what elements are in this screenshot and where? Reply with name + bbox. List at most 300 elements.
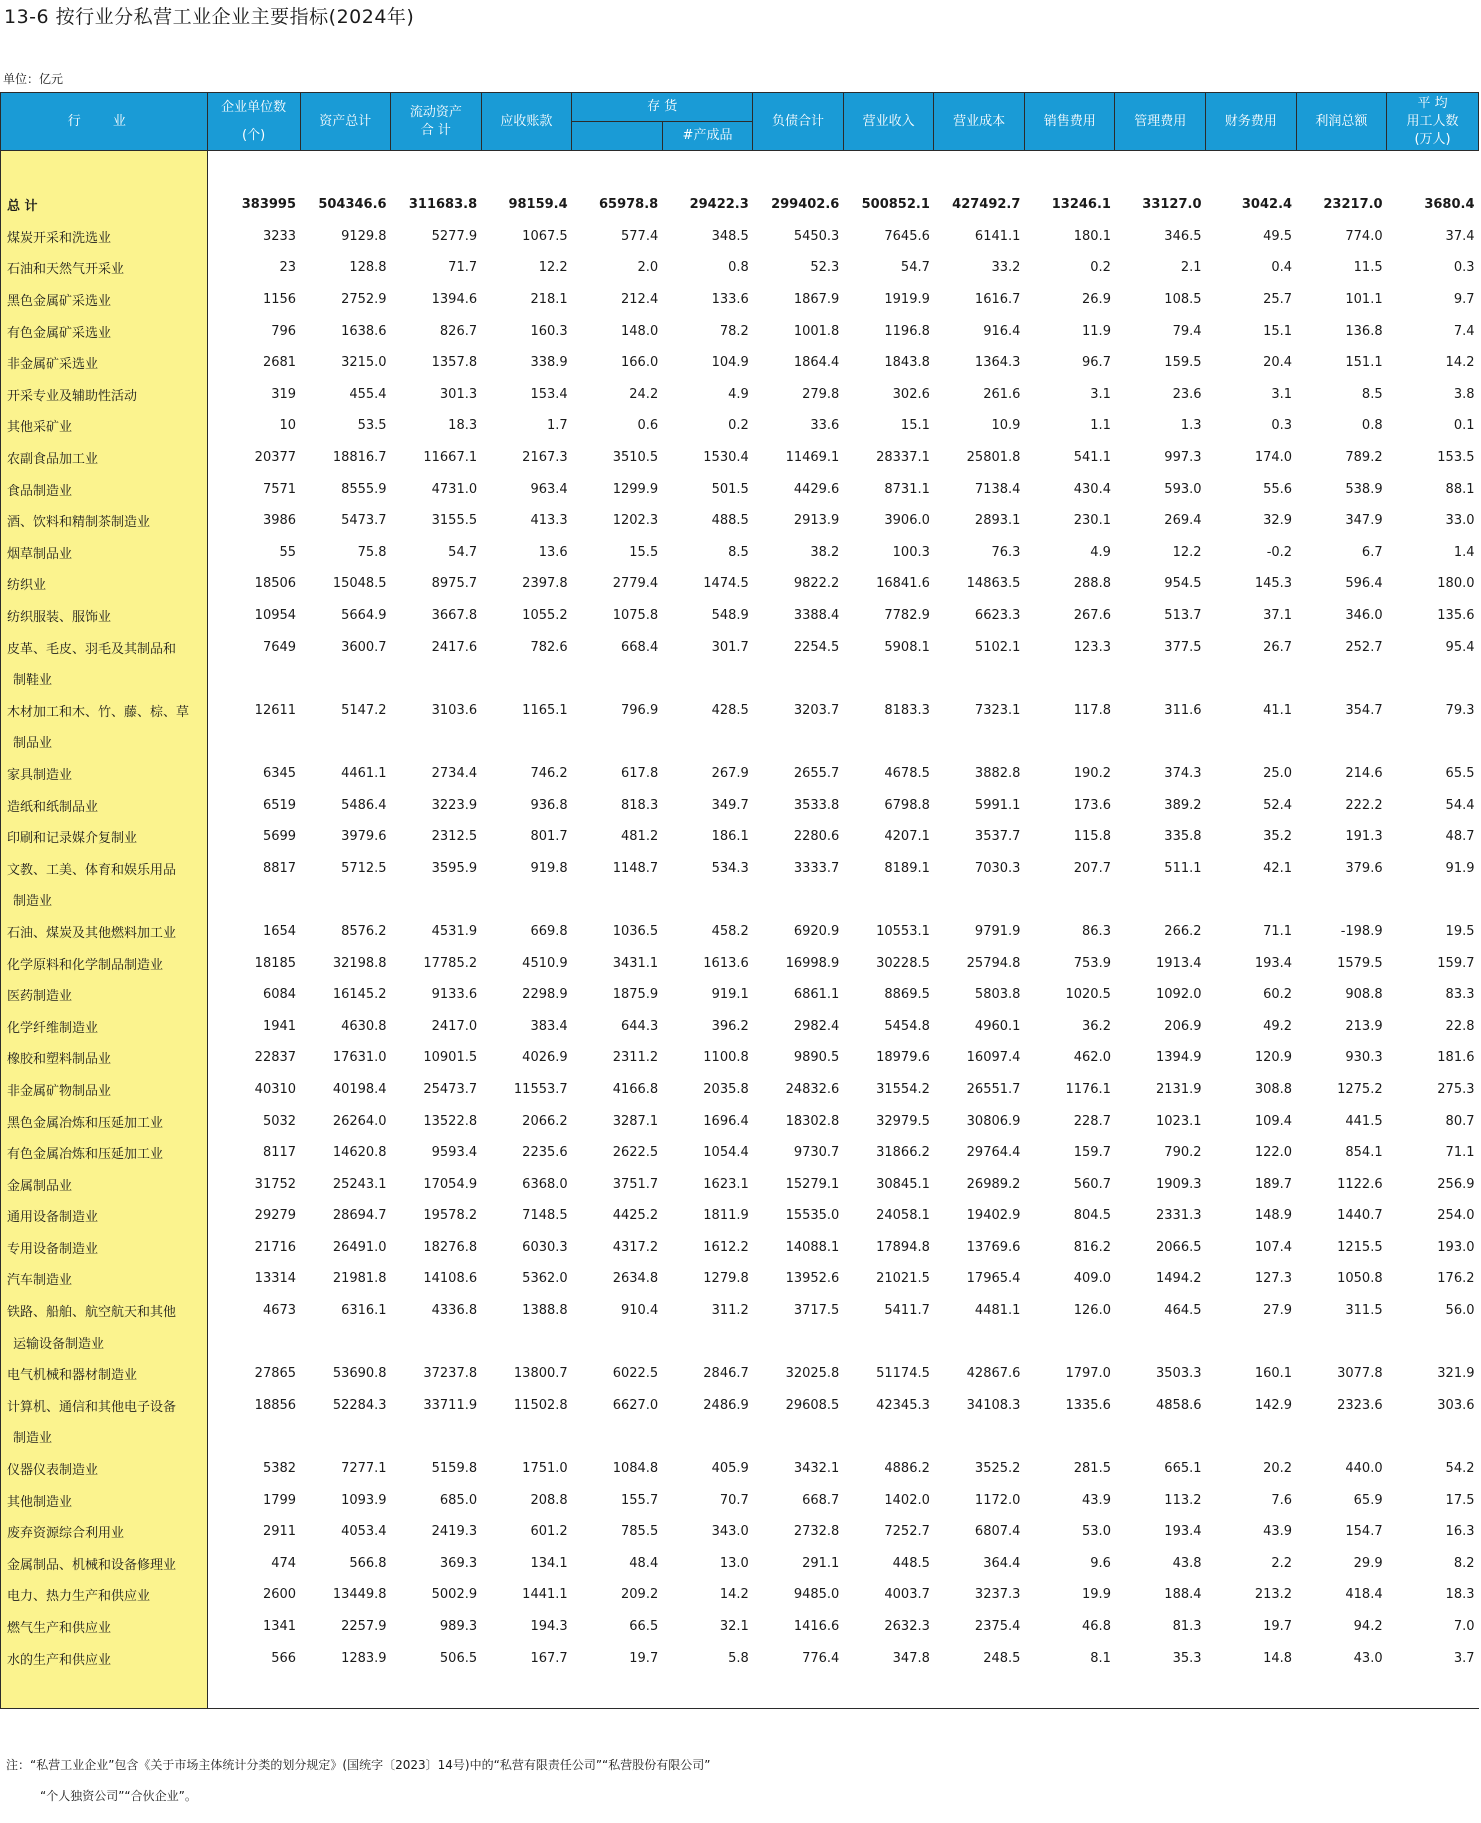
value-cell: 8869.5 <box>884 987 930 1003</box>
value-cell: 3680.4 <box>1424 197 1475 213</box>
value-cell: 76.3 <box>991 544 1021 560</box>
industry-name: 医药制造业 <box>1 979 208 1011</box>
value-cell: 248.5 <box>983 1650 1021 1666</box>
industry-name: 有色金属矿采选业 <box>1 315 208 347</box>
value-cell: 8555.9 <box>341 481 387 497</box>
table-row <box>1 1484 1479 1516</box>
value-cell: 9.6 <box>1090 1555 1111 1571</box>
value-cell: 746.2 <box>530 765 568 781</box>
value-cell: 954.5 <box>1164 576 1202 592</box>
value-cell: 311.5 <box>1345 1303 1383 1319</box>
table-row <box>1 600 1479 632</box>
value-cell: 5664.9 <box>341 608 387 624</box>
value-cell: 5277.9 <box>431 228 478 244</box>
value-cell: 3751.7 <box>612 1176 659 1192</box>
industry-name: 非金属矿物制品业 <box>1 1074 208 1106</box>
value-cell: 20377 <box>254 450 297 466</box>
value-cell: 1440.7 <box>1337 1208 1383 1224</box>
value-cell: 1283.9 <box>341 1650 387 1666</box>
value-cell: 1001.8 <box>793 323 840 339</box>
industry-name-continuation: 运输设备制造业 <box>1 1326 208 1358</box>
value-cell: 191.3 <box>1345 829 1383 845</box>
table-row <box>1 1453 1479 1485</box>
value-cell: 513.7 <box>1164 608 1202 624</box>
value-cell: 1156 <box>262 292 297 308</box>
value-cell: 42867.6 <box>966 1366 1021 1382</box>
table-row <box>1 1137 1479 1169</box>
value-cell: 1279.8 <box>703 1271 749 1287</box>
industry-name: 皮革、毛皮、羽毛及其制品和 <box>1 631 208 663</box>
value-cell: 3237.3 <box>974 1587 1021 1603</box>
value-cell: 782.6 <box>530 639 568 655</box>
value-cell: 13.0 <box>719 1555 749 1571</box>
value-cell: 1394.6 <box>431 292 478 308</box>
value-cell: 2732.8 <box>793 1524 840 1540</box>
value-cell: 1616.7 <box>974 292 1021 308</box>
value-cell: 7782.9 <box>884 608 930 624</box>
table-row <box>1 410 1479 442</box>
value-cell: 13314 <box>254 1271 297 1287</box>
value-cell: 96.7 <box>1082 355 1111 371</box>
value-cell: 43.9 <box>1263 1524 1293 1540</box>
value-cell: 32025.8 <box>785 1366 840 1382</box>
table-row <box>1 1263 1479 1295</box>
value-cell: 3233 <box>262 228 297 244</box>
header-inventory-blank <box>572 122 663 151</box>
value-cell: 30806.9 <box>966 1113 1021 1129</box>
value-cell: 1084.8 <box>612 1461 659 1477</box>
value-cell: 816.2 <box>1073 1239 1111 1255</box>
value-cell: 13246.1 <box>1051 197 1111 213</box>
value-cell: 52284.3 <box>332 1397 387 1413</box>
value-cell: 32.1 <box>719 1619 749 1635</box>
table-row <box>1 758 1479 790</box>
value-cell: 2280.6 <box>793 829 840 845</box>
table-row <box>1 442 1479 474</box>
value-cell: 13449.8 <box>332 1587 387 1603</box>
value-cell: 5032 <box>262 1113 297 1129</box>
table-row-continuation <box>1 726 1479 758</box>
value-cell: 501.5 <box>711 481 749 497</box>
value-cell: 134.1 <box>530 1555 568 1571</box>
value-cell: 6141.1 <box>974 228 1021 244</box>
value-cell: 18276.8 <box>423 1239 478 1255</box>
value-cell: 3667.8 <box>431 608 478 624</box>
value-cell: 71.1 <box>1445 1145 1475 1161</box>
value-cell: 213.2 <box>1254 1587 1293 1603</box>
value-cell: 8731.1 <box>884 481 930 497</box>
value-cell: 2634.8 <box>612 1271 659 1287</box>
value-cell: 3600.7 <box>341 639 387 655</box>
spacer-row <box>1 151 1479 190</box>
value-cell: 25473.7 <box>423 1081 478 1097</box>
value-cell: 80.7 <box>1445 1113 1475 1129</box>
value-cell: 42.1 <box>1263 860 1293 876</box>
value-cell: 997.3 <box>1164 450 1202 466</box>
value-cell: 208.8 <box>530 1492 568 1508</box>
industry-name: 铁路、船舶、航空航天和其他 <box>1 1295 208 1327</box>
value-cell: 665.1 <box>1164 1461 1202 1477</box>
value-cell: 989.3 <box>439 1619 478 1635</box>
value-cell: 117.8 <box>1073 702 1111 718</box>
industry-name: 电力、热力生产和供应业 <box>1 1579 208 1611</box>
value-cell: 65978.8 <box>599 197 659 213</box>
value-cell: 7323.1 <box>974 702 1021 718</box>
table-row <box>1 1042 1479 1074</box>
value-cell: 668.7 <box>802 1492 840 1508</box>
header-receivables: 应收账款 <box>481 93 572 151</box>
value-cell: 644.3 <box>621 1018 659 1034</box>
value-cell: 308.8 <box>1254 1081 1293 1097</box>
value-cell: 55.6 <box>1263 481 1293 497</box>
value-cell: 43.0 <box>1353 1650 1383 1666</box>
value-cell: 19.7 <box>629 1650 659 1666</box>
value-cell: 25794.8 <box>966 955 1021 971</box>
value-cell: 18.3 <box>448 418 478 434</box>
value-cell: 11667.1 <box>423 450 478 466</box>
value-cell: 9890.5 <box>793 1050 840 1066</box>
value-cell: 28694.7 <box>332 1208 387 1224</box>
value-cell: 1215.5 <box>1337 1239 1383 1255</box>
value-cell: 228.7 <box>1073 1113 1111 1129</box>
value-cell: 0.2 <box>1090 260 1111 276</box>
value-cell: 6084 <box>262 987 297 1003</box>
value-cell: 1075.8 <box>612 608 659 624</box>
value-cell: 1055.2 <box>522 608 568 624</box>
value-cell: 83.3 <box>1445 987 1475 1003</box>
value-cell: 222.2 <box>1345 797 1383 813</box>
value-cell: 91.9 <box>1445 860 1475 876</box>
industry-name-continuation: 制造业 <box>1 1421 208 1453</box>
value-cell: 151.1 <box>1345 355 1383 371</box>
value-cell: 24832.6 <box>785 1081 840 1097</box>
value-cell: 188.4 <box>1164 1587 1202 1603</box>
value-cell: 383995 <box>241 197 297 213</box>
value-cell: 186.1 <box>711 829 749 845</box>
value-cell: 18506 <box>254 576 297 592</box>
value-cell: 6920.9 <box>793 923 840 939</box>
value-cell: 3103.6 <box>431 702 478 718</box>
value-cell: 9129.8 <box>341 228 387 244</box>
value-cell: 2131.9 <box>1156 1081 1202 1097</box>
value-cell: 4026.9 <box>522 1050 568 1066</box>
value-cell: 25243.1 <box>332 1176 387 1192</box>
value-cell: 18816.7 <box>332 450 387 466</box>
value-cell: 13952.6 <box>785 1271 840 1287</box>
footnote <box>6 1750 710 1812</box>
value-cell: 33711.9 <box>423 1397 478 1413</box>
value-cell: 7.6 <box>1271 1492 1293 1508</box>
industry-name: 煤炭开采和洗选业 <box>1 221 208 253</box>
value-cell: 11553.7 <box>513 1081 568 1097</box>
value-cell: 311.6 <box>1164 702 1202 718</box>
value-cell: 448.5 <box>892 1555 930 1571</box>
value-cell: 511.1 <box>1164 860 1202 876</box>
industry-name: 木材加工和木、竹、藤、棕、草 <box>1 695 208 727</box>
table-row <box>1 1358 1479 1390</box>
value-cell: 22.8 <box>1445 1018 1475 1034</box>
value-cell: 500852.1 <box>861 197 930 213</box>
value-cell: 0.8 <box>728 260 749 276</box>
value-cell: 23217.0 <box>1323 197 1383 213</box>
value-cell: 534.3 <box>711 860 749 876</box>
table-row <box>1 505 1479 537</box>
value-cell: 37.4 <box>1445 228 1475 244</box>
value-cell: 347.8 <box>892 1650 930 1666</box>
value-cell: 109.4 <box>1254 1113 1293 1129</box>
value-cell: 311.2 <box>711 1303 749 1319</box>
value-cell: 34108.3 <box>966 1397 1021 1413</box>
value-cell: 3.7 <box>1453 1650 1475 1666</box>
value-cell: 7649 <box>262 639 297 655</box>
table-row-continuation <box>1 1326 1479 1358</box>
value-cell: 818.3 <box>621 797 659 813</box>
value-cell: 18979.6 <box>876 1050 930 1066</box>
value-cell: 919.8 <box>530 860 568 876</box>
table-row <box>1 252 1479 284</box>
value-cell: 14620.8 <box>332 1145 387 1161</box>
value-cell: 2681 <box>262 355 297 371</box>
value-cell: 9133.6 <box>431 987 478 1003</box>
table-row-continuation <box>1 884 1479 916</box>
value-cell: 108.5 <box>1164 292 1202 308</box>
value-cell: 33.2 <box>991 260 1021 276</box>
value-cell: 78.2 <box>719 323 749 339</box>
value-cell: 8576.2 <box>341 923 387 939</box>
value-cell: 81.3 <box>1172 1619 1202 1635</box>
value-cell: 302.6 <box>892 386 930 402</box>
value-cell: 2982.4 <box>793 1018 840 1034</box>
value-cell: 6022.5 <box>612 1366 659 1382</box>
value-cell: 377.5 <box>1164 639 1202 655</box>
industry-name: 橡胶和塑料制品业 <box>1 1042 208 1074</box>
industry-name: 汽车制造业 <box>1 1263 208 1295</box>
value-cell: 3.1 <box>1271 386 1293 402</box>
value-cell: 2375.4 <box>974 1619 1021 1635</box>
value-cell: 1864.4 <box>793 355 840 371</box>
value-cell: 796.9 <box>621 702 659 718</box>
value-cell: 55 <box>279 544 297 560</box>
value-cell: 1100.8 <box>703 1050 749 1066</box>
value-cell: 593.0 <box>1164 481 1202 497</box>
value-cell: 6519 <box>262 797 297 813</box>
value-cell: 4053.4 <box>341 1524 387 1540</box>
value-cell: 14.2 <box>1445 355 1475 371</box>
industry-name: 水的生产和供应业 <box>1 1642 208 1674</box>
value-cell: 266.2 <box>1164 923 1202 939</box>
table-row <box>1 789 1479 821</box>
value-cell: 213.9 <box>1345 1018 1383 1034</box>
value-cell: 193.0 <box>1437 1239 1475 1255</box>
value-cell: 2.2 <box>1271 1555 1293 1571</box>
value-cell: 1176.1 <box>1065 1081 1111 1097</box>
table-row <box>1 979 1479 1011</box>
value-cell: 2312.5 <box>431 829 478 845</box>
value-cell: 3595.9 <box>431 860 478 876</box>
value-cell: 9485.0 <box>793 1587 840 1603</box>
value-cell: 349.7 <box>711 797 749 813</box>
value-cell: 577.4 <box>621 228 659 244</box>
value-cell: 25.0 <box>1263 765 1293 781</box>
value-cell: 10 <box>279 418 297 434</box>
value-cell: 1613.6 <box>703 955 749 971</box>
value-cell: 13522.8 <box>423 1113 478 1129</box>
value-cell: 910.4 <box>621 1303 659 1319</box>
value-cell: 23 <box>279 260 297 276</box>
value-cell: 17054.9 <box>423 1176 478 1192</box>
value-cell: 43.9 <box>1082 1492 1111 1508</box>
value-cell: 32979.5 <box>876 1113 930 1129</box>
value-cell: 14088.1 <box>785 1239 840 1255</box>
value-cell: 31866.2 <box>876 1145 930 1161</box>
value-cell: 2752.9 <box>341 292 387 308</box>
footnote-line-2: “个人独资公司”“合伙企业”。 <box>40 1789 197 1803</box>
industry-name: 烟草制品业 <box>1 537 208 569</box>
value-cell: 3906.0 <box>884 513 930 529</box>
value-cell: 11502.8 <box>513 1397 568 1413</box>
value-cell: 11.9 <box>1082 323 1111 339</box>
value-cell: 8817 <box>262 860 297 876</box>
value-cell: 1843.8 <box>884 355 930 371</box>
value-cell: 26491.0 <box>332 1239 387 1255</box>
table-row <box>1 473 1479 505</box>
value-cell: 281.5 <box>1073 1461 1111 1477</box>
industry-name: 非金属矿采选业 <box>1 347 208 379</box>
value-cell: 148.9 <box>1254 1208 1293 1224</box>
value-cell: 19.5 <box>1445 923 1475 939</box>
value-cell: 0.3 <box>1453 260 1475 276</box>
value-cell: 15.1 <box>900 418 930 434</box>
value-cell: 7138.4 <box>974 481 1021 497</box>
value-cell: 8.5 <box>728 544 749 560</box>
table-row <box>1 916 1479 948</box>
value-cell: 1751.0 <box>522 1461 568 1477</box>
value-cell: 9791.9 <box>974 923 1021 939</box>
value-cell: 26.7 <box>1263 639 1293 655</box>
value-cell: 3077.8 <box>1337 1366 1383 1382</box>
table-row <box>1 379 1479 411</box>
value-cell: 7.0 <box>1453 1619 1475 1635</box>
value-cell: 4731.0 <box>431 481 478 497</box>
value-cell: 18.3 <box>1445 1587 1475 1603</box>
value-cell: 6627.0 <box>612 1397 659 1413</box>
value-cell: 319 <box>271 386 297 402</box>
value-cell: 16097.4 <box>966 1050 1021 1066</box>
value-cell: 21716 <box>254 1239 297 1255</box>
value-cell: 24058.1 <box>876 1208 930 1224</box>
value-cell: 23.6 <box>1172 386 1202 402</box>
value-cell: 11.5 <box>1353 260 1383 276</box>
header-cost: 营业成本 <box>934 93 1025 151</box>
value-cell: 541.1 <box>1073 450 1111 466</box>
value-cell: 1202.3 <box>612 513 659 529</box>
value-cell: 25.7 <box>1263 292 1293 308</box>
value-cell: 9730.7 <box>793 1145 840 1161</box>
value-cell: 4886.2 <box>884 1461 930 1477</box>
value-cell: 256.9 <box>1437 1176 1475 1192</box>
table-row <box>1 1516 1479 1548</box>
industry-name: 印刷和记录媒介复制业 <box>1 821 208 853</box>
value-cell: 11469.1 <box>785 450 840 466</box>
value-cell: 65.9 <box>1353 1492 1383 1508</box>
value-cell: 6316.1 <box>341 1303 387 1319</box>
value-cell: 269.4 <box>1164 513 1202 529</box>
industry-name: 黑色金属冶炼和压延加工业 <box>1 1105 208 1137</box>
table-row <box>1 631 1479 663</box>
value-cell: 279.8 <box>802 386 840 402</box>
value-cell: 3287.1 <box>612 1113 659 1129</box>
table-row <box>1 1105 1479 1137</box>
header-admin-expense: 管理费用 <box>1115 93 1206 151</box>
value-cell: -198.9 <box>1340 923 1383 939</box>
value-cell: 1474.5 <box>703 576 749 592</box>
value-cell: 963.4 <box>530 481 568 497</box>
table-row <box>1 1579 1479 1611</box>
value-cell: 5411.7 <box>884 1303 930 1319</box>
value-cell: 0.4 <box>1271 260 1293 276</box>
value-cell: 796 <box>271 323 297 339</box>
value-cell: 19578.2 <box>423 1208 478 1224</box>
value-cell: 176.2 <box>1437 1271 1475 1287</box>
value-cell: 56.0 <box>1445 1303 1475 1319</box>
value-cell: 301.3 <box>439 386 478 402</box>
value-cell: 22837 <box>254 1050 297 1066</box>
value-cell: 4481.1 <box>974 1303 1021 1319</box>
value-cell: 3431.1 <box>612 955 659 971</box>
value-cell: 86.3 <box>1082 923 1111 939</box>
value-cell: 40310 <box>254 1081 297 1097</box>
value-cell: 193.4 <box>1254 955 1293 971</box>
value-cell: 566.8 <box>349 1555 387 1571</box>
value-cell: 7571 <box>262 481 297 497</box>
table-row <box>1 821 1479 853</box>
value-cell: 2655.7 <box>793 765 840 781</box>
value-cell: 1023.1 <box>1156 1113 1202 1129</box>
value-cell: 33127.0 <box>1142 197 1202 213</box>
value-cell: 19402.9 <box>966 1208 1021 1224</box>
value-cell: 1054.4 <box>703 1145 749 1161</box>
value-cell: 354.7 <box>1345 702 1383 718</box>
value-cell: 60.2 <box>1263 987 1293 1003</box>
value-cell: 2600 <box>262 1587 297 1603</box>
value-cell: 252.7 <box>1345 639 1383 655</box>
value-cell: 20.4 <box>1263 355 1293 371</box>
value-cell: 52.3 <box>810 260 840 276</box>
value-cell: 14.2 <box>719 1587 749 1603</box>
value-cell: 133.6 <box>711 292 749 308</box>
value-cell: 7030.3 <box>974 860 1021 876</box>
value-cell: 4317.2 <box>612 1239 659 1255</box>
value-cell: 9822.2 <box>793 576 840 592</box>
header-current-assets: 流动资产 合 计 <box>391 93 482 151</box>
value-cell: 430.4 <box>1073 481 1111 497</box>
value-cell: 218.1 <box>530 292 568 308</box>
value-cell: 52.4 <box>1263 797 1293 813</box>
table-row <box>1 221 1479 253</box>
value-cell: 2323.6 <box>1337 1397 1383 1413</box>
value-cell: 53690.8 <box>332 1366 387 1382</box>
value-cell: 1919.9 <box>884 292 930 308</box>
industry-name: 酒、饮料和精制茶制造业 <box>1 505 208 537</box>
value-cell: 15.5 <box>629 544 659 560</box>
value-cell: 4425.2 <box>612 1208 659 1224</box>
value-cell: 5002.9 <box>431 1587 478 1603</box>
value-cell: 1050.8 <box>1337 1271 1383 1287</box>
value-cell: 254.0 <box>1437 1208 1475 1224</box>
value-cell: 155.7 <box>621 1492 659 1508</box>
value-cell: 1654 <box>262 923 297 939</box>
value-cell: 311683.8 <box>408 197 478 213</box>
